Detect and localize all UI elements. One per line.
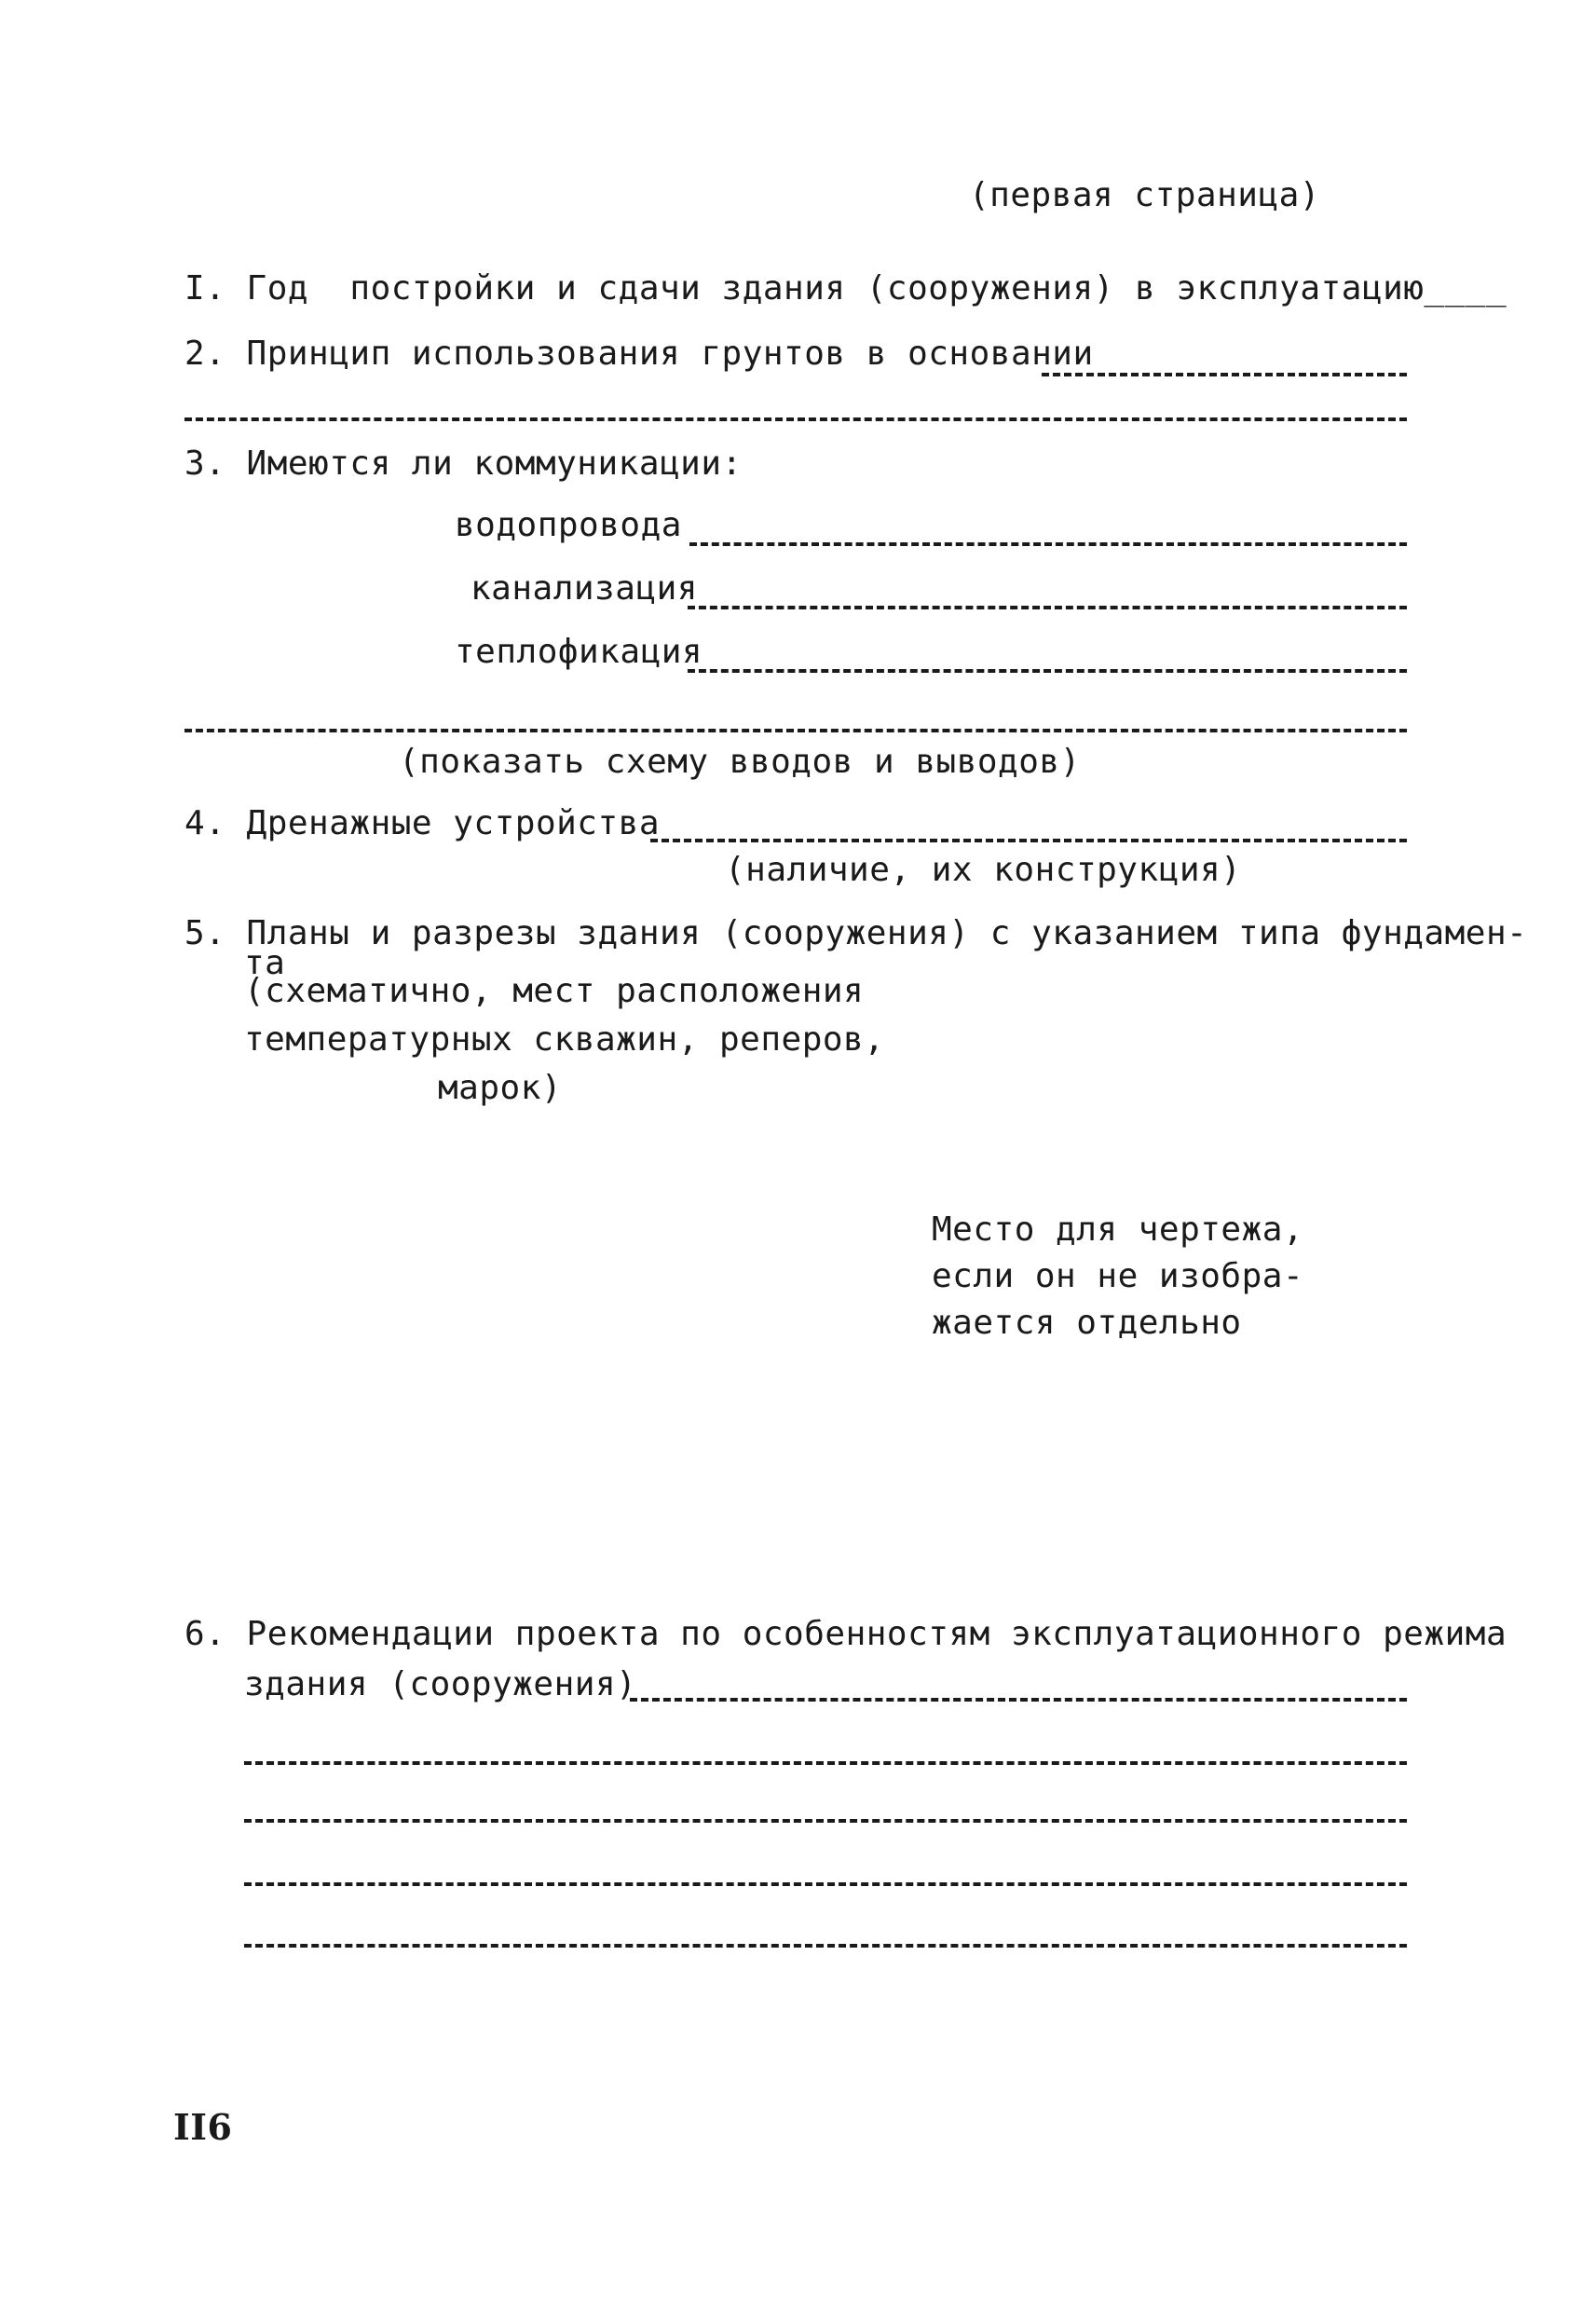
page-subtitle: (первая страница) bbox=[969, 176, 1320, 214]
item-6-blank-line-5[interactable] bbox=[244, 1944, 1407, 1948]
page-number: II6 bbox=[173, 2106, 233, 2148]
item-3-note: (показать схему вводов и выводов) bbox=[399, 743, 1081, 781]
item-3-text: 3. Имеются ли коммуникации: bbox=[184, 444, 743, 483]
item-4-note: (наличие, их конструкция) bbox=[725, 851, 1242, 889]
item-5-line-1: 5. Планы и разрезы здания (сооружения) с указанием типа фундамен- bbox=[184, 914, 1528, 952]
item-2-blank-line-2[interactable] bbox=[184, 417, 1407, 421]
item-4-text: 4. Дренажные устройства bbox=[184, 804, 660, 842]
item-3-water-line[interactable] bbox=[689, 542, 1407, 546]
item-5-line-3: (схематично, мест расположения bbox=[244, 972, 865, 1010]
item-3-sewer-label: канализация bbox=[471, 569, 698, 608]
item-3-heating-line[interactable] bbox=[688, 669, 1407, 673]
item-6-blank-line-2[interactable] bbox=[244, 1761, 1407, 1765]
item-6-blank-line-3[interactable] bbox=[244, 1819, 1407, 1823]
drawing-place-line-2: если он не изобра- bbox=[932, 1257, 1304, 1295]
drawing-place-line-1: Место для чертежа, bbox=[932, 1210, 1304, 1249]
item-5-line-5: марок) bbox=[438, 1069, 563, 1107]
item-6-line-1: 6. Рекомендации проекта по особенностям эксплуатационного режима bbox=[184, 1615, 1507, 1653]
item-6-blank-line[interactable] bbox=[630, 1698, 1407, 1702]
item-3-sewer-line[interactable] bbox=[688, 606, 1407, 609]
item-4-blank-line[interactable] bbox=[650, 839, 1407, 842]
item-2-text: 2. Принцип использования грунтов в основании bbox=[184, 335, 1094, 373]
drawing-place-line-3: жается отдельно bbox=[932, 1304, 1242, 1342]
item-5-line-2: та bbox=[244, 944, 286, 982]
item-3-blank-line[interactable] bbox=[184, 729, 1407, 732]
item-6-blank-line-4[interactable] bbox=[244, 1882, 1407, 1886]
item-5-line-4: температурных скважин, реперов, bbox=[244, 1020, 885, 1059]
item-3-heating-label: теплофикация bbox=[455, 633, 703, 671]
item-3-water-label: водопровода bbox=[455, 506, 682, 544]
item-1-text: I. Год постройки и сдачи здания (сооружения) в эксплуатацию____ bbox=[184, 269, 1507, 308]
item-6-line-2: здания (сооружения) bbox=[244, 1665, 637, 1703]
item-2-blank-line[interactable] bbox=[1042, 373, 1407, 376]
